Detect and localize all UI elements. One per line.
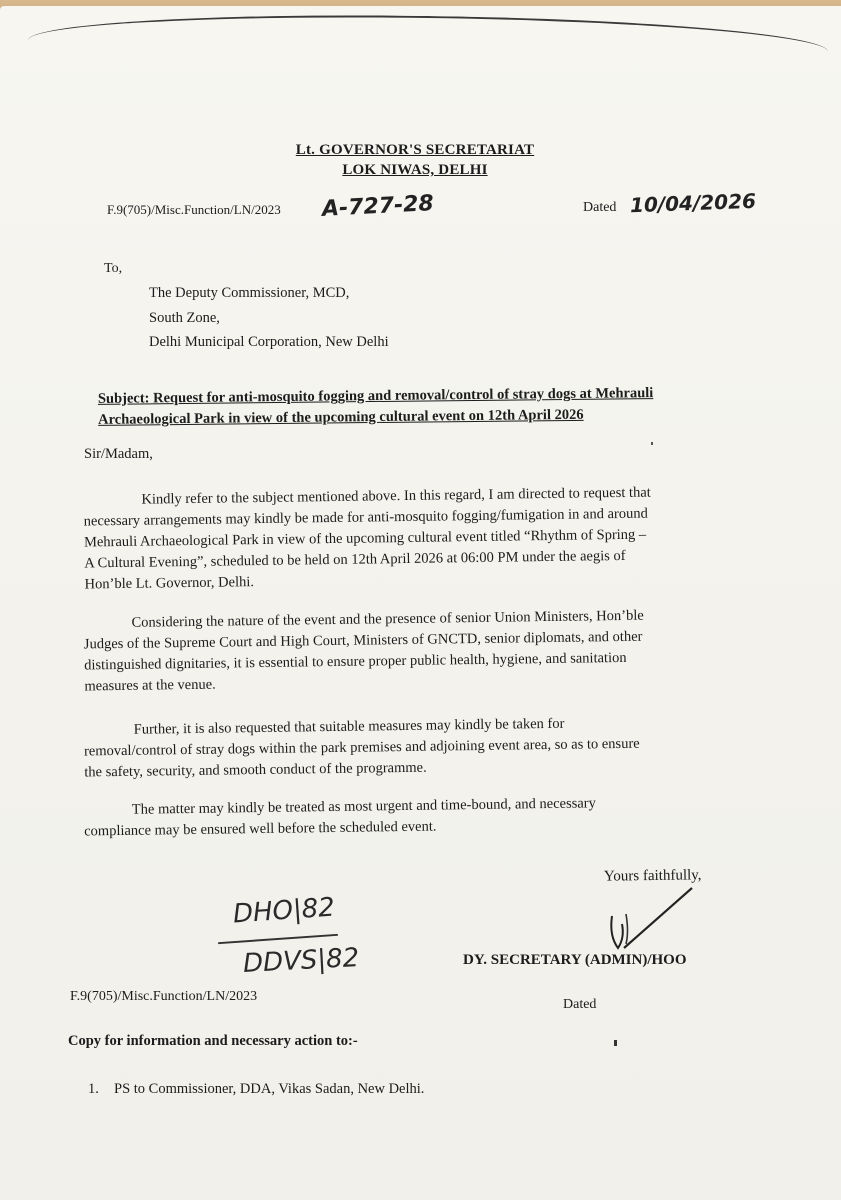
endorsement-dated-label: Dated [563,997,597,1012]
subject [98,383,654,431]
signature-mark [594,874,714,964]
paragraph-1-line: Mehrauli Archaeological Park in view of the upcoming cultural event titled “Rhythm of Spring – [83,526,647,551]
copy-item-text: PS to Commissioner, DDA, Vikas Sadan, New Delhi. [114,1081,425,1097]
paragraph-4-line: compliance may be ensured well before the scheduled event. [84,818,437,840]
letterhead-line1: Lt. GOVERNOR'S SECRETARIAT [295,142,535,158]
paragraph-2 [83,605,724,698]
copy-list-item [88,1081,424,1098]
signatory-designation: DY. SECRETARY (ADMIN)/HOO [463,952,687,968]
paragraph-3-line: the safety, security, and smooth conduct of the programme. [84,759,427,781]
paragraph-3-line: removal/control of stray dogs within the park premises and adjoining event area, so as to ensure [83,735,640,760]
handwritten-date: 10/04/2026 [629,188,757,218]
paragraph-4-line: The matter may kindly be treated as most urgent and time-bound, and necessary [131,795,596,818]
addressee-line2: South Zone, [149,310,220,326]
ink-mark [614,1040,617,1046]
paper-fold-edge [28,10,829,63]
handwritten-note-ddvs: DDVS|82 [242,942,360,980]
handwritten-note-dho: DHO|82 [232,892,336,930]
addressee-line3: Delhi Municipal Corporation, New Delhi [149,334,389,350]
paragraph-3-line: Further, it is also requested that suitable measures may kindly be taken for [133,715,565,738]
letter-page [0,6,841,1200]
paragraph-1-line: Hon’ble Lt. Governor, Delhi. [84,574,255,593]
dated-label: Dated [583,200,617,215]
addressee-line1: The Deputy Commissioner, MCD, [149,285,350,301]
handwritten-dispatch-number: A-727-28 [321,191,435,222]
paragraph-1 [83,482,724,596]
paragraph-4 [84,792,725,843]
paragraph-2-line: Considering the nature of the event and the presence of senior Union Ministers, Hon’ble [131,607,644,631]
subject-line2: Archaeological Park in view of the upcoming cultural event on 12th April 2026 [98,406,584,428]
paragraph-2-line: Judges of the Supreme Court and High Court, Ministers of GNCTD, senior diplomats, and other [83,628,643,653]
copy-to-heading: Copy for information and necessary action to:- [68,1033,358,1049]
to-label: To, [104,261,123,276]
paragraph-1-line: Kindly refer to the subject mentioned above. In this regard, I am directed to request that [141,484,651,508]
copy-item-number: 1. [88,1081,99,1097]
file-reference: F.9(705)/Misc.Function/LN/2023 [107,202,281,217]
salutation: Sir/Madam, [84,446,153,462]
letterhead-line2: LOK NIWAS, DELHI [342,162,488,178]
letterhead [270,140,560,180]
closing-yours-faithfully: Yours faithfully, [603,867,702,885]
paragraph-2-line: measures at the venue. [84,676,216,695]
paragraph-3 [84,712,725,784]
paragraph-1-line: A Cultural Evening”, scheduled to be held on 12th April 2026 at 06:00 PM under the aegis of [84,547,626,572]
paragraph-2-line: distinguished dignitaries, it is essential to ensure proper public health, hygiene, and sanitation [84,649,627,674]
paragraph-1-line: necessary arrangements may kindly be made for anti-mosquito fogging/fumigation in and around [83,505,648,530]
endorsement-file-reference: F.9(705)/Misc.Function/LN/2023 [70,989,258,1004]
subject-line1: Subject: Request for anti-mosquito fogging and removal/control of stray dogs at Mehrauli [97,385,654,407]
ink-speck [651,442,653,445]
handwritten-underline [218,934,338,944]
